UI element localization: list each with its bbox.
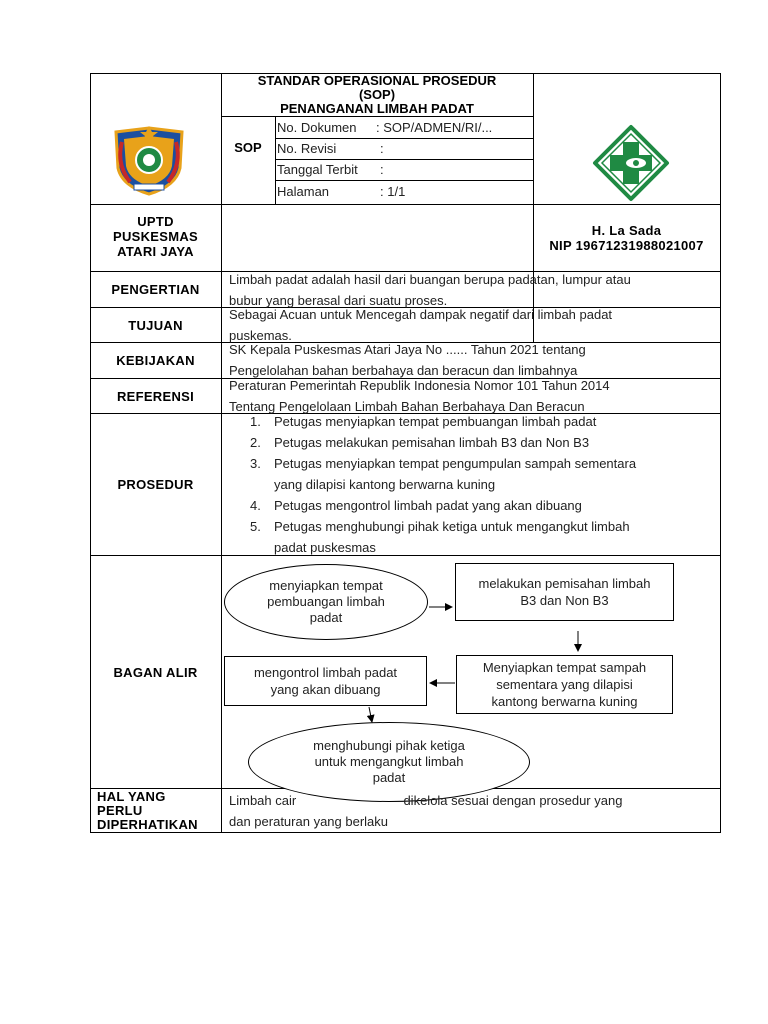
- prosedur-step-number: 3.: [250, 456, 261, 471]
- text-hal-line2: dan peraturan yang berlaku: [229, 814, 389, 829]
- org-name-line2: PUSKESMAS: [112, 229, 199, 244]
- sop-title-line1: STANDAR OPERASIONAL PROSEDUR: [257, 73, 497, 88]
- label-referensi: REFERENSI: [116, 389, 195, 404]
- text-tujuan-line1: Sebagai Acuan untuk Mencegah dampak negatif dari limbah padat: [229, 307, 613, 322]
- text-hal: [229, 790, 709, 832]
- label-hal-line3: DIPERHATIKAN: [97, 817, 198, 832]
- flow-node-3-line2: sementara yang dilapisi: [496, 677, 633, 692]
- text-kebijakan-line2: Pengelolahan bahan berbahaya dan beracun dan limbahnya: [229, 363, 578, 378]
- flow-node-1-line3: padat: [309, 610, 343, 625]
- flow-arrow-4-5: [369, 707, 372, 722]
- prosedur-step-text-cont: yang dilapisi kantong berwarna kuning: [274, 477, 496, 492]
- meta-key-tanggal: Tanggal Terbit: [277, 162, 358, 177]
- flow-node-5-line2: untuk mengangkut limbah: [314, 754, 464, 769]
- label-prosedur: PROSEDUR: [117, 477, 194, 492]
- prosedur-step-text-cont: padat puskesmas: [274, 540, 376, 555]
- flow-node-5-line3: padat: [372, 770, 406, 785]
- meta-key-halaman: Halaman: [277, 184, 330, 199]
- text-pengertian-line1: Limbah padat adalah hasil dari buangan berupa padatan, lumpur atau: [229, 272, 631, 287]
- meta-value-revisi: :: [380, 141, 384, 156]
- flow-node-1-line2: pembuangan limbah: [267, 594, 385, 609]
- flow-node-1-line1: menyiapkan tempat: [269, 578, 383, 593]
- prosedur-step-text: Petugas mengontrol limbah padat yang akan dibuang: [274, 498, 582, 513]
- flow-node-5-line1: menghubungi pihak ketiga: [313, 738, 465, 753]
- flow-node-4-line1: mengontrol limbah padat: [253, 665, 398, 680]
- prosedur-step-number: 5.: [250, 519, 261, 534]
- label-bagan-alir: BAGAN ALIR: [113, 665, 198, 680]
- prosedur-step-text: Petugas menyiapkan tempat pengumpulan sampah sementara: [274, 456, 637, 471]
- meta-value-dokumen: : SOP/ADMEN/RI/...: [376, 120, 493, 135]
- label-kebijakan: KEBIJAKAN: [116, 353, 195, 368]
- label-pengertian: PENGERTIAN: [111, 282, 200, 297]
- sop-title-line2: (SOP): [358, 87, 396, 102]
- prosedur-step-text: Petugas menyiapkan tempat pembuangan limbah padat: [274, 414, 597, 429]
- text-hal-line1-end: dikelola sesuai dengan prosedur yang: [403, 793, 623, 808]
- org-name-line1: UPTD: [137, 214, 174, 229]
- label-hal-line1: HAL YANG: [97, 789, 166, 804]
- meta-key-dokumen: No. Dokumen: [277, 120, 357, 135]
- text-referensi-line1: Peraturan Pemerintah Republik Indonesia Nomor 101 Tahun 2014: [229, 378, 610, 393]
- text-tujuan-line2: puskemas.: [229, 328, 292, 343]
- flow-node-2-line2: B3 dan Non B3: [520, 593, 609, 608]
- meta-key-revisi: No. Revisi: [277, 141, 337, 156]
- flow-node-2-line1: melakukan pemisahan limbah: [478, 576, 651, 591]
- org-name-line3: ATARI JAYA: [117, 244, 194, 259]
- text-hal-line1: [229, 790, 709, 811]
- signatory-nip: NIP 19671231988021007: [549, 238, 704, 253]
- sop-title-line3: PENANGANAN LIMBAH PADAT: [280, 101, 474, 116]
- label-tujuan: TUJUAN: [128, 318, 183, 333]
- prosedur-step-number: 2.: [250, 435, 261, 450]
- meta-value-halaman: : 1/1: [380, 184, 406, 199]
- text-kebijakan-line1: SK Kepala Puskesmas Atari Jaya No ...... Tahun 2021 tentang: [229, 342, 586, 357]
- text-hal-line1-start: Limbah cair: [229, 793, 297, 808]
- prosedur-step-text: Petugas menghubungi pihak ketiga untuk mengangkut limbah: [274, 519, 630, 534]
- flow-node-4-line2: yang akan dibuang: [270, 682, 381, 697]
- prosedur-step-number: 1.: [250, 414, 261, 429]
- text-pengertian-line2: bubur yang berasal dari suatu proses.: [229, 293, 448, 308]
- sop-label: SOP: [234, 140, 262, 155]
- flow-node-3-line1: Menyiapkan tempat sampah: [482, 660, 647, 675]
- signatory-name: H. La Sada: [591, 223, 662, 238]
- prosedur-step-text: Petugas melakukan pemisahan limbah B3 dan Non B3: [274, 435, 590, 450]
- text-referensi-line2: Tentang Pengelolaan Limbah Bahan Berbahaya Dan Beracun: [229, 399, 585, 414]
- label-hal-yang-perlu-diperhatikan: [97, 790, 198, 832]
- meta-value-tanggal: :: [380, 162, 384, 177]
- flow-node-3-line3: kantong berwarna kuning: [491, 694, 638, 709]
- label-hal-line2: PERLU: [97, 803, 143, 818]
- prosedur-step-number: 4.: [250, 498, 261, 513]
